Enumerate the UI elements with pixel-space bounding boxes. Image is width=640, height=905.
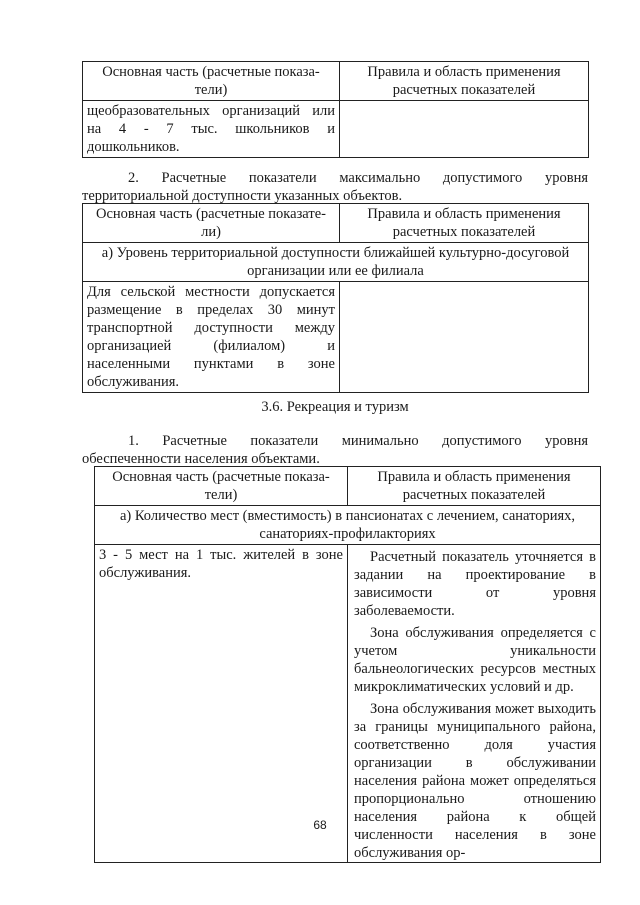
section-label: а) Количество мест (вместимость) в пансионатах с лечением, санаториях, санаториях-профилакториях xyxy=(95,506,601,545)
table-section-row xyxy=(83,243,589,282)
section-label: а) Уровень территориальной доступности ближайшей культурно-досуговой организации или ее филиала xyxy=(83,243,589,282)
table-section-row xyxy=(95,506,601,545)
row-main-part: Для сельской местности допускается размещение в пределах 30 минут транспортной доступности между организацией (филиалом) и населенными пунктами в зоне обслуживания. xyxy=(83,282,340,393)
row-main-part: 3 - 5 мест на 1 тыс. жителей в зоне обслуживания. xyxy=(95,545,348,863)
header-main-part: Основная часть (расчетные показате-ли) xyxy=(83,204,340,243)
rules-paragraph: Зона обслуживания определяется с учетом уникальности бальнеологических ресурсов местных микроклиматических условий и др. xyxy=(354,625,596,695)
section-heading: 3.6. Рекреация и туризм xyxy=(261,399,409,415)
table-header-row xyxy=(95,467,601,506)
header-rules: Правила и область применения расчетных показателей xyxy=(348,467,601,506)
table-row xyxy=(83,101,589,158)
paragraph-provision: 1. Расчетные показатели минимально допустимого уровня обеспеченности населения объектами. xyxy=(82,433,588,467)
header-rules: Правила и область применения расчетных показателей xyxy=(340,204,589,243)
table-recreation xyxy=(94,466,601,863)
row-rules xyxy=(340,101,589,158)
table-row xyxy=(95,545,601,863)
page-number: 68 xyxy=(313,818,327,832)
table-header-row xyxy=(83,204,589,243)
header-main-part: Основная часть (расчетные показа-тели) xyxy=(95,467,348,506)
rules-paragraph: Расчетный показатель уточняется в задании на проектирование в зависимости от уровня заболеваемости. xyxy=(354,549,596,619)
header-main-part: Основная часть (расчетные показа-тели) xyxy=(83,62,340,101)
header-rules: Правила и область применения расчетных показателей xyxy=(340,62,589,101)
rules-paragraph: Зона обслуживания может выходить за границы муниципального района, соответственно доля участия организации в обслуживании населения района может определяться пропорционально отношению населения района к общей численности населения в зоне обслуживания ор- xyxy=(354,701,596,861)
table-row xyxy=(83,282,589,393)
table-header-row xyxy=(83,62,589,101)
row-rules xyxy=(340,282,589,393)
table-continuation xyxy=(82,61,589,158)
paragraph-territorial-access: 2. Расчетные показатели максимально допустимого уровня территориальной доступности указанных объектов. xyxy=(82,170,588,204)
row-main-part: щеобразовательных организаций или на 4 - 7 тыс. школьников и дошкольников. xyxy=(83,101,340,158)
table-cultural-access xyxy=(82,203,589,393)
row-rules xyxy=(348,545,601,863)
